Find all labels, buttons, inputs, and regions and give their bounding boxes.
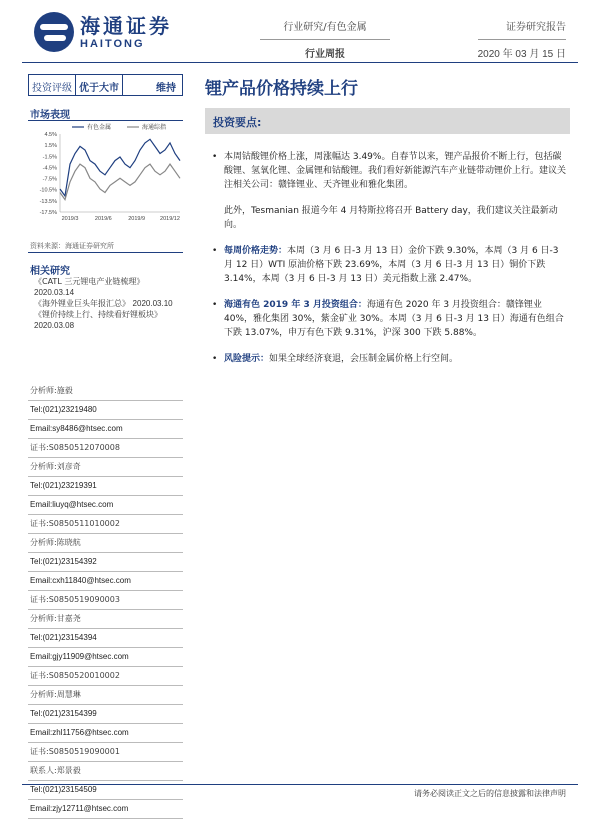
header-right <box>478 18 566 60</box>
related-item[interactable]: 《锂价持续上行、持续看好锂板块》 2020.03.08 <box>34 310 162 330</box>
analyst-cert: 证书:S0850519090001 <box>28 743 183 762</box>
report-type: 行业周报 <box>260 39 390 60</box>
analyst-name: 分析师:陈晓航 <box>28 534 183 553</box>
rating-value: 优于大市 <box>76 75 123 95</box>
y-tick-label: -13.5% <box>39 198 57 205</box>
x-tick-label: 2019/12 <box>160 216 180 222</box>
contact-tel: Tel:(021)23154509 <box>28 781 183 800</box>
y-tick-label: 4.5% <box>44 132 57 138</box>
analyst-email[interactable]: Email:gjy11909@htsec.com <box>28 648 183 667</box>
analyst-name: 分析师:甘嘉尧 <box>28 610 183 629</box>
analyst-email[interactable]: Email:zhl11756@htsec.com <box>28 724 183 743</box>
rating-status: 维持 <box>156 83 176 94</box>
analyst-name: 分析师:周慧琳 <box>28 686 183 705</box>
key-point-3-text: 海通有色 2020 年 3 月投资组合：赣锋锂业 40%，雅化集团 30%，紫金矿业 30%。本周（3 月 6 日-3 月 13 日）海通有色组合下跌 13.07%，申万有色下跌 9.31%，沪深 300 下跌 5.88%。 <box>224 300 564 338</box>
analyst-email[interactable]: Email:cxh11840@htsec.com <box>28 572 183 591</box>
related-section-title: 相关研究 <box>30 266 70 277</box>
related-item[interactable]: 《CATL 三元锂电产业链梳理》 2020.03.14 <box>34 277 145 297</box>
risk-text: 如果全球经济衰退，会压制金属价格上行空间。 <box>269 354 459 364</box>
doc-type: 证券研究报告 <box>506 22 566 33</box>
analyst-contacts <box>28 382 183 819</box>
x-tick-label: 2019/3 <box>61 216 79 222</box>
y-tick-label: -4.5% <box>42 165 57 172</box>
rating-label: 投资评级 <box>29 75 76 95</box>
header-divider <box>22 62 578 63</box>
source-rule <box>28 252 183 253</box>
disclaimer-footer: 请务必阅读正文之后的信息披露和法律声明 <box>414 789 566 798</box>
footer-rule <box>22 784 578 785</box>
market-performance-chart <box>30 122 185 227</box>
analyst-name: 分析师:施毅 <box>28 382 183 401</box>
y-tick-label: 1.5% <box>44 143 57 150</box>
key-point-2-text: 本周（3 月 6 日-3 月 13 日）金价下跌 9.30%，本周（3 月 6 日-3 月 12 日）WTI 原油价格下跌 23.69%，本周（3 月 6 日-3 月 13 日）铜价下跌 3.14%，本周（3 月 6 日-3 月 13 日）美元指数上涨 2.47%。 <box>224 246 559 284</box>
legend-label: 海通综指 <box>142 124 167 131</box>
analyst-tel: Tel:(021)23154399 <box>28 705 183 724</box>
y-tick-label: -10.5% <box>39 187 57 194</box>
report-category: 行业研究/有色金属 <box>283 22 367 33</box>
contact-email[interactable]: Email:zjy12711@htsec.com <box>28 800 183 819</box>
analyst-tel: Tel:(021)23219391 <box>28 477 183 496</box>
chart-source: 资料来源：海通证券研究所 <box>30 242 114 250</box>
market-section-title: 市场表现 <box>30 110 70 121</box>
analyst-cert: 证书:S0850511010002 <box>28 515 183 534</box>
key-points-body <box>212 150 566 378</box>
analyst-cert: 证书:S0850520010002 <box>28 667 183 686</box>
key-point-1-extra: 此外，Tesmanian 报道今年 4 月特斯拉将召开 Battery day，我们建议关注最新动向。 <box>224 206 558 230</box>
y-tick-label: -17.5% <box>39 210 57 216</box>
key-point-3 <box>212 298 566 340</box>
series-line <box>60 164 180 200</box>
x-tick-label: 2019/6 <box>94 216 112 222</box>
key-points-header: 投资要点: <box>205 108 570 134</box>
key-point-1: • 本周钴酸锂价格上涨，周涨幅达 3.49%。自春节以来，锂产品报价不断上行，包括碳酸锂、氢氧化锂、金属锂和钴酸锂。我们看好新能源汽车产业链带动锂价上行。建议关注相关公司：赣锋锂业、天齐锂业和雅化集团。 <box>212 150 566 192</box>
key-point-4 <box>212 352 566 366</box>
analyst-name: 分析师:刘彦奇 <box>28 458 183 477</box>
analyst-tel: Tel:(021)23154392 <box>28 553 183 572</box>
y-tick-label: -1.5% <box>42 154 57 161</box>
report-date: 2020 年 03 月 15 日 <box>478 39 566 60</box>
y-tick-label: -7.5% <box>42 176 57 183</box>
analyst-tel: Tel:(021)23154394 <box>28 629 183 648</box>
haitong-logo-icon <box>34 12 74 52</box>
x-tick-label: 2019/9 <box>128 216 146 222</box>
analyst-email[interactable]: Email:sy8486@htsec.com <box>28 420 183 439</box>
key-point-2 <box>212 244 566 286</box>
risk-label: 风险提示： <box>224 354 270 364</box>
analyst-cert: 证书:S0850519090003 <box>28 591 183 610</box>
key-point-3-label: 海通有色 2019 年 3 月投资组合： <box>224 300 367 310</box>
related-research-list <box>34 276 189 331</box>
contact-name: 联系人:郑景毅 <box>28 762 183 781</box>
logo-en-text: HAITONG <box>80 38 145 50</box>
header-center <box>260 18 390 60</box>
legend-label: 有色金属 <box>87 124 112 131</box>
report-title: 锂产品价格持续上行 <box>205 79 358 99</box>
haitong-logo <box>34 12 172 52</box>
key-point-2-label: 每周价格走势： <box>224 246 288 256</box>
related-item[interactable]: 《海外锂业巨头年报汇总》 2020.03.10 <box>34 299 173 308</box>
analyst-tel: Tel:(021)23219480 <box>28 401 183 420</box>
rating-bar <box>28 74 183 96</box>
analyst-cert: 证书:S0850512070008 <box>28 439 183 458</box>
analyst-email[interactable]: Email:liuyq@htsec.com <box>28 496 183 515</box>
logo-cn-text: 海通证券 <box>80 14 172 38</box>
market-section-rule <box>28 120 183 121</box>
